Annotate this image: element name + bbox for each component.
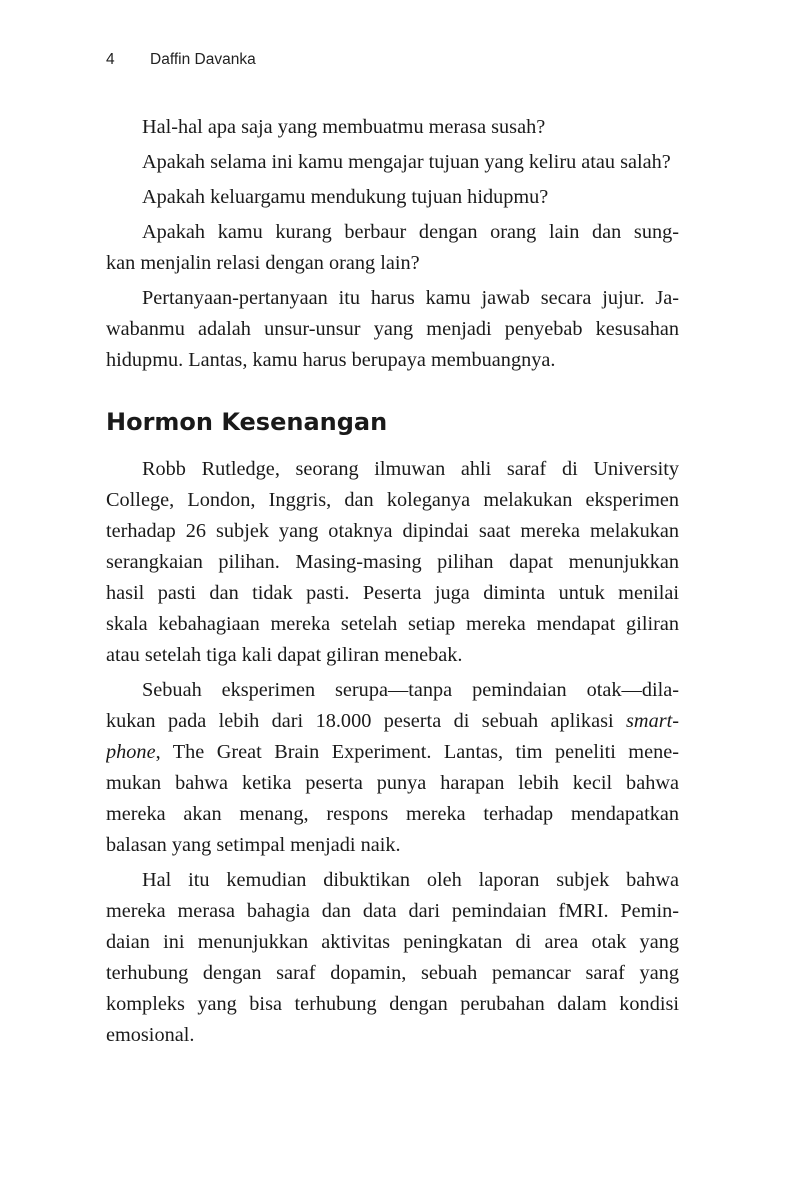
paragraph bbox=[106, 454, 679, 671]
text-line: Hal-hal apa saja yang membuatmu merasa susah? bbox=[142, 116, 546, 138]
text-line: terhadap 26 subjek yang otaknya dipindai saat mereka melakukan bbox=[106, 520, 679, 542]
text-line: College, London, Inggris, dan koleganya melakukan eksperimen bbox=[106, 489, 679, 511]
paragraph bbox=[106, 217, 679, 279]
text-line: mukan bahwa ketika peserta punya harapan lebih kecil bahwa bbox=[106, 772, 679, 794]
text-line: daian ini menunjukkan aktivitas peningkatan di area otak yang bbox=[106, 931, 679, 953]
running-header bbox=[106, 51, 256, 69]
page-number: 4 bbox=[106, 51, 115, 68]
text-line: phone, The Great Brain Experiment. Lantas, tim peneliti mene- bbox=[106, 741, 679, 763]
text-line: Apakah keluargamu mendukung tujuan hidupmu? bbox=[142, 186, 549, 208]
paragraph bbox=[106, 283, 679, 376]
text-line: skala kebahagiaan mereka setelah setiap mereka mendapat giliran bbox=[106, 613, 679, 635]
paragraph bbox=[106, 147, 679, 178]
text-line: mereka akan menang, respons mereka terhadap mendapatkan bbox=[106, 803, 679, 825]
body-section-two bbox=[106, 454, 679, 1051]
paragraph bbox=[106, 675, 679, 861]
text-line: kompleks yang bisa terhubung dengan perubahan dalam kondisi bbox=[106, 993, 679, 1015]
text-line: kukan pada lebih dari 18.000 peserta di sebuah aplikasi smart- bbox=[106, 710, 679, 732]
text-line: Apakah kamu kurang berbaur dengan orang lain dan sung- bbox=[142, 221, 679, 243]
paragraph bbox=[106, 112, 679, 143]
paragraph bbox=[106, 182, 679, 213]
text-line: mereka merasa bahagia dan data dari pemindaian fMRI. Pemin- bbox=[106, 900, 679, 922]
text-line: kan menjalin relasi dengan orang lain? bbox=[106, 252, 420, 274]
text-line: atau setelah tiga kali dapat giliran menebak. bbox=[106, 644, 463, 666]
text-line: emosional. bbox=[106, 1024, 195, 1046]
text-line: Robb Rutledge, seorang ilmuwan ahli saraf di University bbox=[142, 458, 679, 480]
text-line: wabanmu adalah unsur-unsur yang menjadi penyebab kesusahan bbox=[106, 318, 679, 340]
author-name: Daffin Davanka bbox=[150, 51, 256, 68]
text-line: balasan yang setimpal menjadi naik. bbox=[106, 834, 401, 856]
section-heading: Hormon Kesenangan bbox=[106, 408, 388, 436]
text-line: Sebuah eksperimen serupa—tanpa pemindaian otak—dila- bbox=[142, 679, 679, 701]
text-line: Pertanyaan-pertanyaan itu harus kamu jawab secara jujur. Ja- bbox=[142, 287, 679, 309]
paragraph bbox=[106, 865, 679, 1051]
text-line: Hal itu kemudian dibuktikan oleh laporan subjek bahwa bbox=[142, 869, 679, 891]
text-line: hidupmu. Lantas, kamu harus berupaya membuangnya. bbox=[106, 349, 556, 371]
text-line: Apakah selama ini kamu mengajar tujuan yang keliru atau salah? bbox=[142, 151, 671, 173]
body-section-one bbox=[106, 112, 679, 376]
text-line: hasil pasti dan tidak pasti. Peserta juga diminta untuk menilai bbox=[106, 582, 679, 604]
text-line: serangkaian pilihan. Masing-masing pilihan dapat menunjukkan bbox=[106, 551, 679, 573]
text-line: terhubung dengan saraf dopamin, sebuah pemancar saraf yang bbox=[106, 962, 679, 984]
